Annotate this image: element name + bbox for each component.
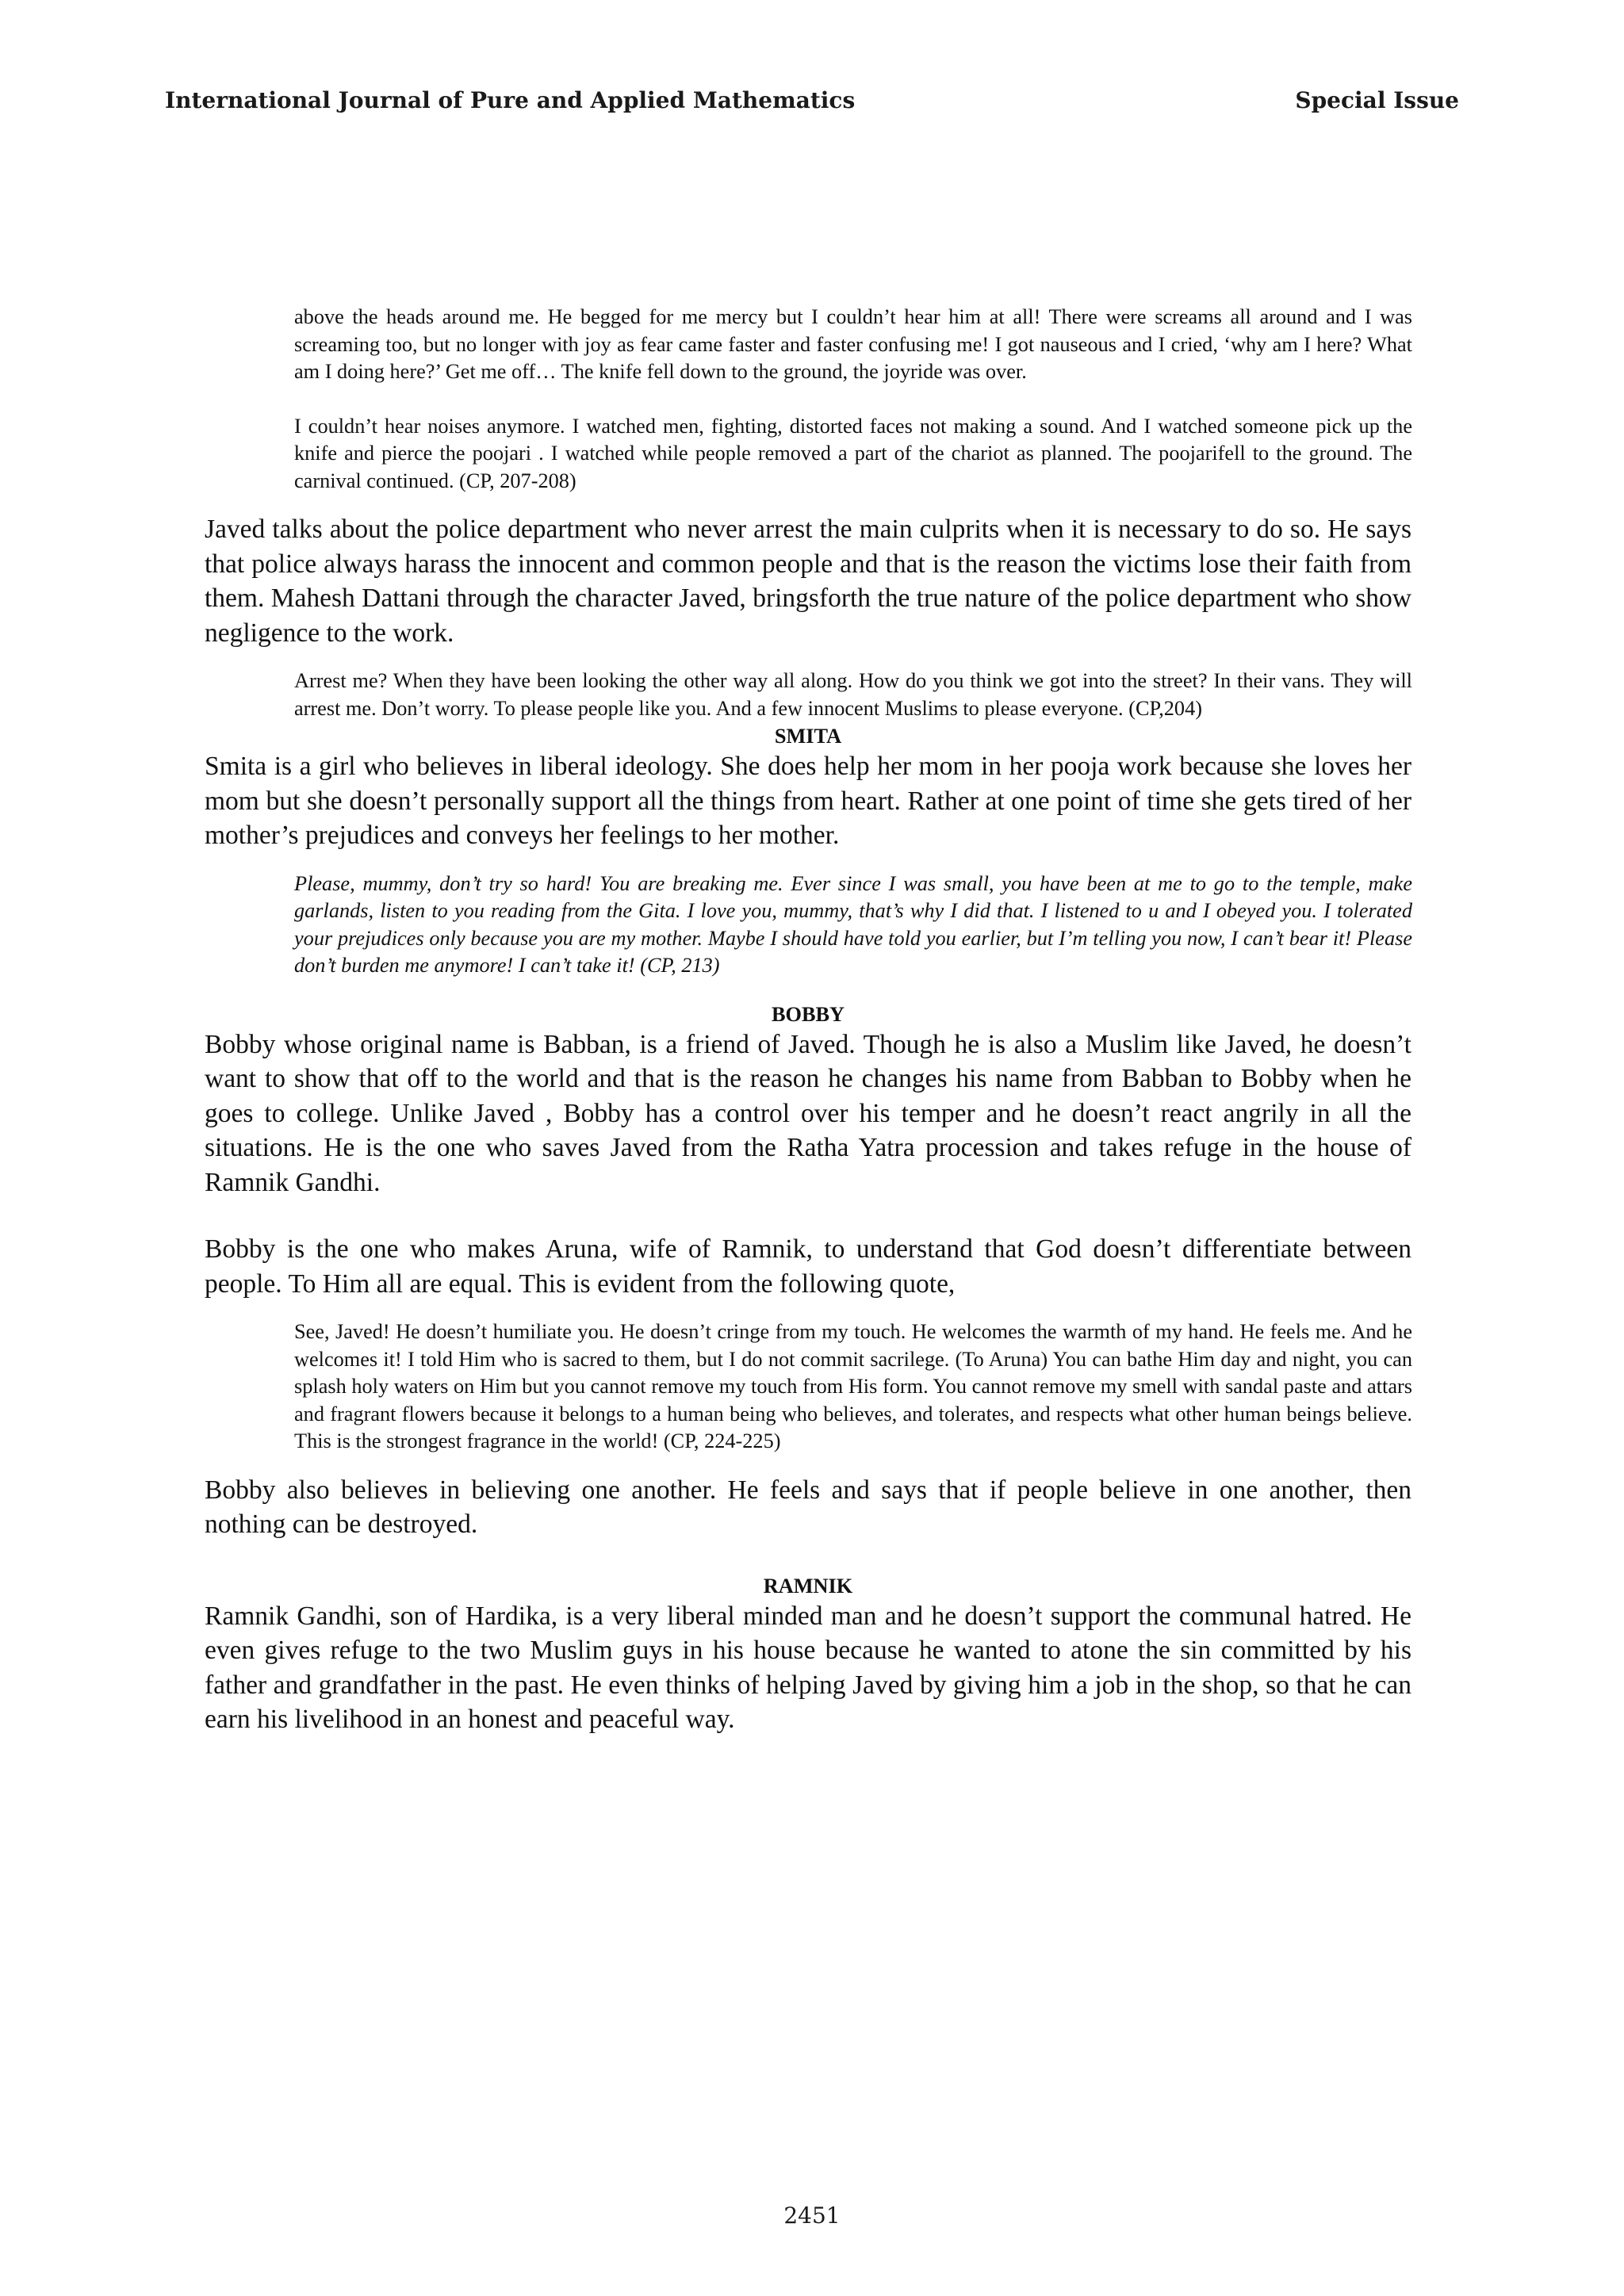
block-quote-carnival-part1: above the heads around me. He begged for me mercy but I couldn’t hear him at all! There were screams all around and I was screaming too, but no longer with joy as fear came faster and faster confusing me! I got nauseous and I cried, ‘why am I here? What am I doing here?’ Get me off… The knife fell down to the ground, the joyride was over. [294,305,1412,383]
paragraph-smita: Smita is a girl who believes in liberal ideology. She does help her mom in her pooja work because she loves her mom but she doesn’t personally support all the things from heart. Rather at one point of time she gets tired of her mother’s prejudices and conveys her feelings to her mother. [205,752,1411,850]
section-heading-smita: SMITA [774,725,842,748]
block-quote-bobby: See, Javed! He doesn’t humiliate you. He doesn’t cringe from my touch. He welcomes the warmth of my hand. He feels me. And he welcomes it! I told Him who is sacred to them, but I do not commit sacrilege. (To Aruna) You can bathe Him day and night, you can splash holy waters on Him but you cannot remove my touch from His form. You cannot remove my smell with sandal paste and attars and fragrant flowers because it belongs to a human being who believes, and tolerates, and respects what other human beings believe. This is the strongest fragrance in the world! (CP, 224-225) [294,1320,1412,1452]
paragraph-bobby-aruna: Bobby is the one who makes Aruna, wife of Ramnik, to understand that God doesn’t differentiate between people. To Him all are equal. This is evident from the following quote, [205,1234,1411,1299]
section-heading-bobby: BOBBY [771,1002,845,1026]
paragraph-bobby-intro: Bobby whose original name is Babban, is a friend of Javed. Though he is also a Muslim like Javed, he doesn’t want to show that off to the world and that is the reason he changes his name from Babban to Bobby when he goes to college. Unlike Javed , Bobby has a control over his temper and he doesn’t react angrily in all the situations. He is the one who saves Javed from the Ratha Yatra procession and takes refuge in the house of Ramnik Gandhi. [205,1029,1411,1197]
page-number: 2451 [783,2202,841,2229]
journal-title: International Journal of Pure and Applied Mathematics [165,87,856,113]
section-heading-ramnik: RAMNIK [763,1574,853,1598]
block-quote-smita: Please, mummy, don’t try so hard! You are breaking me. Ever since I was small, you have been at me to go to the temple, make garlands, listen to you reading from the Gita. I love you, mummy, that’s why I did that. I listened to u and I obeyed you. I tolerated your prejudices only because you are my mother. Maybe I should have told you earlier, but I’m telling you now, I can’t bear it! Please don’t burden me anymore! I can’t take it! (CP, 213) [294,871,1412,977]
block-quote-carnival-part2: I couldn’t hear noises anymore. I watched men, fighting, distorted faces not making a sound. And I watched someone pick up the knife and pierce the poojari . I watched while people removed a part of the chariot as planned. The poojarifell to the ground. The carnival continued. (CP, 207-208) [294,414,1412,492]
issue-label: Special Issue [1295,87,1459,113]
paragraph-ramnik: Ramnik Gandhi, son of Hardika, is a very liberal minded man and he doesn’t support the communal hatred. He even gives refuge to the two Muslim guys in his house because he wanted to atone the sin committed by his father and grandfather in the past. He even thinks of helping Javed by giving him a job in the shop, so that he can earn his livelihood in an honest and peaceful way. [205,1601,1411,1734]
block-quote-javed: Arrest me? When they have been looking the other way all along. How do you think we got into the street? In their vans. They will arrest me. Don’t worry. To please people like you. And a few innocent Muslims to please everyone. (CP,204) [294,669,1412,720]
paragraph-bobby-belief: Bobby also believes in believing one another. He feels and says that if people believe in one another, then nothing can be destroyed. [205,1475,1411,1539]
article-body [205,304,1411,1737]
paragraph-javed-police: Javed talks about the police department who never arrest the main culprits when it is necessary to do so. He says that police always harass the innocent and common people and that is the reason the victims lose their faith from them. Mahesh Dattani through the character Javed, bringsforth the true nature of the police department who show negligence to the work. [205,515,1411,648]
running-header [165,87,1459,113]
